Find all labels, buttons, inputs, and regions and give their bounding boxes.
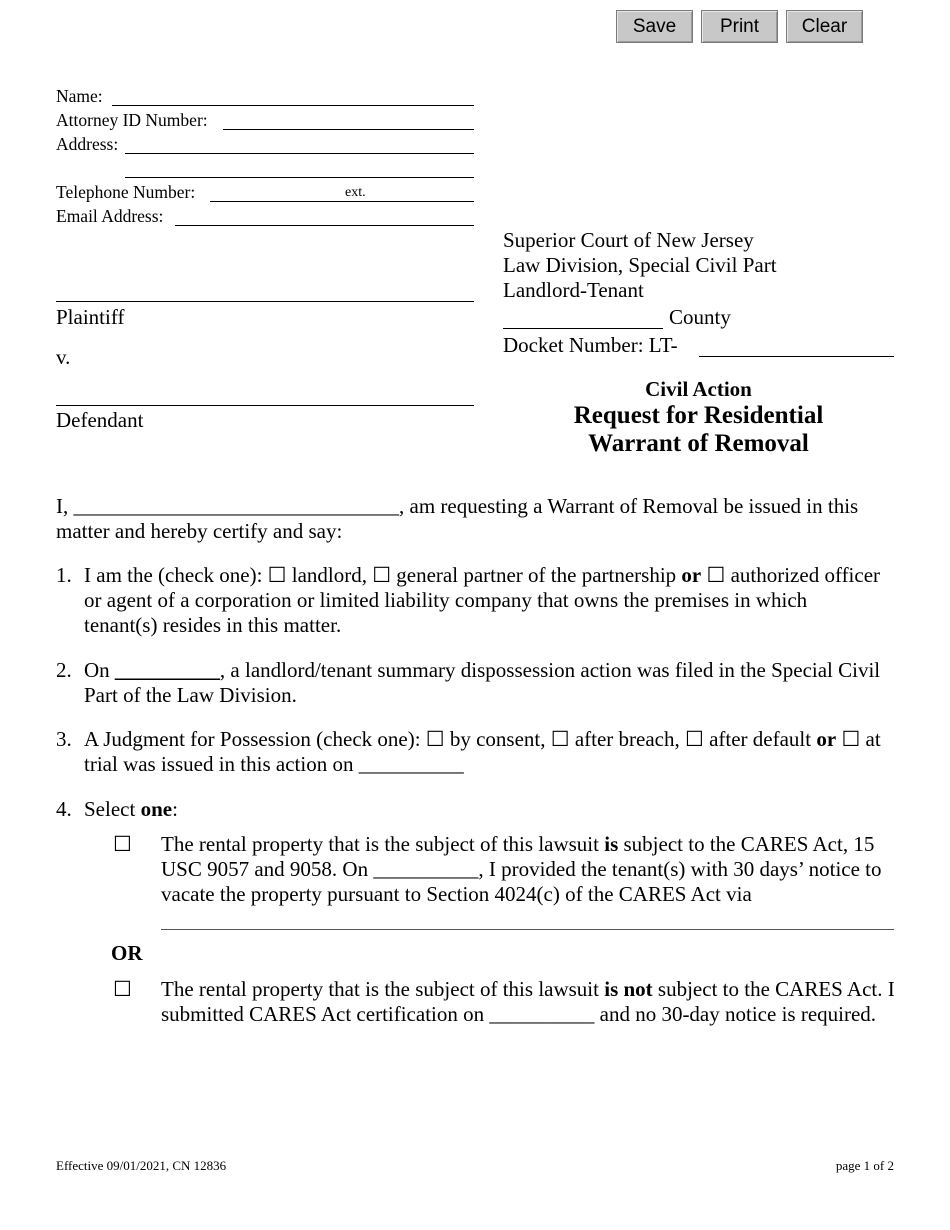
attorney-id-label: Attorney ID Number:	[56, 110, 208, 130]
email-field[interactable]	[175, 225, 474, 226]
cares-applies-text: The rental property that is the subject of this lawsuit is subject to the CARES Act, 15 USC 9057 and 9058. On __________, I provided the tenant(s) with 30 days’ notice to vacate the property pursuant to Section 4024(c) of the CARES Act via	[161, 832, 882, 906]
item-3-text: A Judgment for Possession (check one): ☐ by consent, ☐ after breach, ☐ after default or ☐ at trial was issued in this action on __________	[84, 727, 881, 776]
item-1-number: 1.	[56, 563, 72, 587]
telephone-label: Telephone Number:	[56, 182, 196, 202]
cares-not-applies-checkbox[interactable]: ☐	[113, 977, 132, 1001]
court-part: Landlord-Tenant	[503, 278, 644, 302]
intro-line1: I, _______________________________, am requesting a Warrant of Removal be issued in this	[56, 494, 859, 518]
name-field[interactable]	[112, 105, 474, 106]
telephone-field[interactable]	[210, 201, 474, 202]
attorney-id-field[interactable]	[223, 129, 474, 130]
print-button[interactable]: Print	[701, 10, 778, 43]
title-warrant: Warrant of Removal	[588, 430, 809, 457]
title-request: Request for Residential	[573, 402, 824, 429]
county-field[interactable]	[503, 328, 663, 329]
notice-method-field[interactable]	[161, 929, 894, 930]
court-name: Superior Court of New Jersey	[503, 228, 754, 252]
court-division: Law Division, Special Civil Part	[503, 253, 777, 277]
address-field-line1[interactable]	[125, 153, 474, 154]
defendant-field[interactable]	[56, 405, 474, 406]
save-button[interactable]: Save	[616, 10, 693, 43]
plaintiff-field[interactable]	[56, 301, 474, 302]
address-label: Address:	[56, 134, 119, 154]
defendant-label: Defendant	[56, 408, 144, 432]
cares-applies-checkbox[interactable]: ☐	[113, 832, 132, 856]
or-label: OR	[111, 941, 143, 965]
ext-label: ext.	[345, 185, 366, 200]
item-4-text: Select one:	[84, 797, 178, 821]
versus-label: v.	[56, 345, 71, 369]
docket-number-field[interactable]	[699, 356, 894, 357]
item-2-number: 2.	[56, 658, 72, 682]
title-civil-action: Civil Action	[645, 377, 752, 401]
address-field-line2[interactable]	[125, 177, 474, 178]
name-label: Name:	[56, 86, 103, 106]
item-4-number: 4.	[56, 797, 72, 821]
cares-not-applies-text: The rental property that is the subject of this lawsuit is not subject to the CARES Act. I submitted CARES Act certification on __________ and no 30-day notice is required.	[161, 977, 895, 1026]
clear-button[interactable]: Clear	[786, 10, 863, 43]
footer-page: page 1 of 2	[835, 1158, 894, 1173]
footer-effective: Effective 09/01/2021, CN 12836	[56, 1158, 227, 1173]
intro-line2: matter and hereby certify and say:	[56, 519, 343, 543]
item-1-text: I am the (check one): ☐ landlord, ☐ general partner of the partnership or ☐ authorized officer or agent of a corporation or limited liability company that owns the premises in which tenant(s) resides in this matter.	[84, 563, 881, 637]
plaintiff-label: Plaintiff	[56, 305, 125, 329]
email-label: Email Address:	[56, 206, 164, 226]
item-3-number: 3.	[56, 727, 72, 751]
item-2-text: On __________, a landlord/tenant summary dispossession action was filed in the Special Civil Part of the Law Division.	[84, 658, 881, 707]
docket-label: Docket Number: LT-	[503, 333, 678, 357]
county-label: County	[669, 305, 731, 329]
